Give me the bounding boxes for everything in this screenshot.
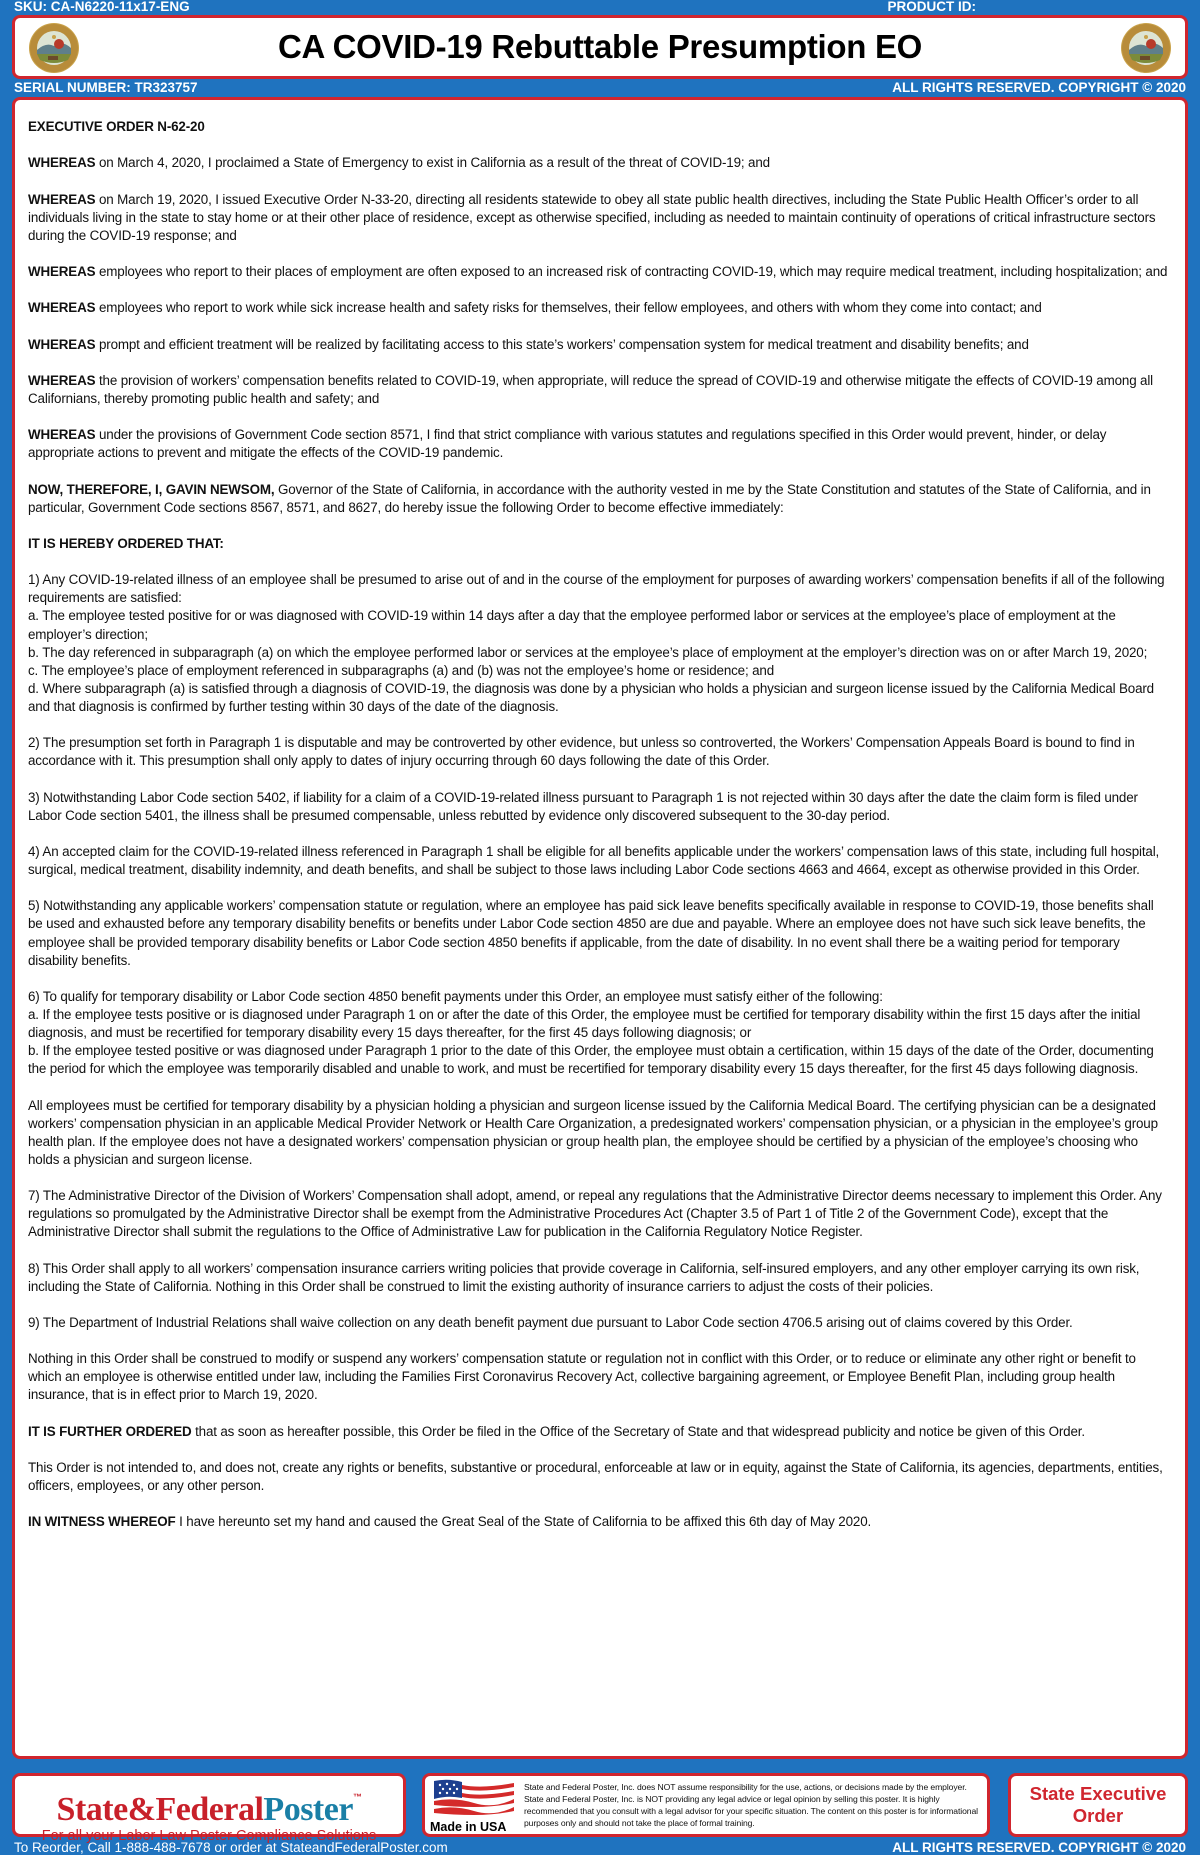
us-flag-icon — [432, 1777, 516, 1821]
california-seal-icon — [1120, 22, 1172, 74]
paragraph-1a: a. The employee tested positive for or was diagnosed with COVID-19 within 14 days after a day that the employee performed labor or services at the employee’s place of employment at the employer’s direction; — [28, 608, 1116, 642]
paragraph-1-intro: 1) Any COVID-19-related illness of an employee shall be presumed to arise out of and in the course of the employment for purposes of awarding workers’ compensation benefits if all of the following requirements are satisfied: — [28, 572, 1165, 606]
copyright-top: ALL RIGHTS RESERVED. COPYRIGHT © 2020 — [892, 80, 1186, 95]
whereas-clause: WHEREAS on March 19, 2020, I issued Executive Order N-33-20, directing all residents statewide to obey all state public health directives, including the State Public Health Officer’s order to all individuals living in the state to stay home or at their other place of residence, except as otherwise specified, including as needed to maintain continuity of operations of critical infrastructure sectors during the COVID-19 response; and — [28, 191, 1156, 243]
now-therefore-clause: NOW, THEREFORE, I, GAVIN NEWSOM, Governor of the State of California, in accordance with the authority vested in me by the State Constitution and statutes of the State of California, and in particular, Government Code sections 8567, 8571, and 8627, do hereby issue the following Order to become effective immediately: — [28, 481, 1151, 515]
paragraph-4: 4) An accepted claim for the COVID-19-related illness referenced in Paragraph 1 shall be eligible for all benefits applicable under the workers’ compensation laws of this state, including full hospital, surgical, medical treatment, disability indemnity, and death benefits, and shall be subject to those laws including Labor Code sections 4663 and 4664, except as otherwise provided in this Order. — [28, 843, 1160, 878]
paragraph-6-intro: 6) To qualify for temporary disability or Labor Code section 4850 benefit payments under this Order, an employee must satisfy either of the following: — [28, 988, 883, 1004]
paragraph-3: 3) Notwithstanding Labor Code section 5402, if liability for a claim of a COVID-19-related illness pursuant to Paragraph 1 is not rejected within 30 days after the date the claim form is filed under Labor Code section 5401, the illness shall be presumed compensable, unless rebutted by evidence only discovered subsequent to the 30-day period. — [28, 789, 1138, 823]
product-id-label: PRODUCT ID: — [887, 0, 976, 14]
paragraph-1b: b. The day referenced in subparagraph (a) on which the employee performed labor or services at the employee’s place of employment at the employer’s direction was on or after March 19, 2020; — [28, 644, 1148, 660]
whereas-clause: WHEREAS on March 4, 2020, I proclaimed a State of Emergency to exist in California as a result of the threat of COVID-19; and — [28, 155, 770, 171]
copyright-bottom: ALL RIGHTS RESERVED. COPYRIGHT © 2020 — [892, 1840, 1186, 1855]
california-seal-icon — [28, 22, 80, 74]
disclaimer-text: State and Federal Poster, Inc. does NOT assume responsibility for the use, actions, or decisions made by the employer. State and Federal Poster, Inc. is NOT providing any legal advice or legal opinion by selling this poster. It is highly recommended that you consult with a legal advisor for your specific situation. The content on this poster is for informational purposes only and should not take the place of formal training. — [524, 1781, 978, 1829]
paragraph-5: 5) Notwithstanding any applicable workers’ compensation statute or regulation, where an employee has paid sick leave benefits specifically available in response to COVID-19, those benefits shall be used and exhausted before any temporary disability benefits or benefits under Labor Code section 4850 are due and payable. Where an employee does not have such sick leave benefits, the employee shall be provided temporary disability benefits or Labor Code section 4850 benefits if applicable, from the date of disability. In no event shall there be a waiting period for temporary disability benefits. — [28, 898, 1154, 968]
not-intended-clause: This Order is not intended to, and does not, create any rights or benefits, substantive or procedural, enforceable at law or in equity, against the State of California, its agencies, departments, entities, officers, employees, or any other person. — [28, 1460, 1163, 1494]
serial-meta-row — [14, 81, 1186, 95]
ordered-heading: IT IS HEREBY ORDERED THAT: — [28, 536, 224, 551]
whereas-clause: WHEREAS under the provisions of Government Code section 8571, I find that strict compliance with various statutes and regulations specified in this Order would prevent, hinder, or delay appropriate actions to prevent and mitigate the effects of the COVID-19 pandemic. — [28, 427, 1107, 461]
paragraph-6b: b. If the employee tested positive or was diagnosed under Paragraph 1 prior to the date of this Order, the employee must obtain a certification, within 15 days of the date of the Order, documenting the period for which the employee was temporarily disabled and unable to work, and must be recertified for temporary disability every 15 days thereafter, for the first 45 days following diagnosis. — [28, 1043, 1154, 1077]
poster-category-badge: State Executive Order — [1008, 1773, 1188, 1837]
whereas-clause: WHEREAS employees who report to their places of employment are often exposed to an increased risk of contracting COVID-19, which may require medical treatment, including hospitalization; and — [28, 264, 1168, 280]
paragraph-6-certification: All employees must be certified for temporary disability by a physician holding a physician and surgeon license issued by the California Medical Board. The certifying physician can be a designated workers’ compensation physician in an applicable Medical Provider Network or Health Care Organization, a predesignated workers’ compensation physician, or a physician in the employee’s group health plan. If the employee does not have a designated workers’ compensation physician or group health plan, the employee should be certified by a physician of the employee’s choosing who holds a physician and surgeon license. — [28, 1097, 1158, 1167]
paragraph-6a: a. If the employee tests positive or is diagnosed under Paragraph 1 on or after the date of this Order, the employee must be certified for temporary disability within the first 15 days after the initial diagnosis, and must be recertified for temporary disability every 15 days thereafter, for the first 45 days following diagnosis; or — [28, 1007, 1141, 1041]
witness-clause: IN WITNESS WHEREOF I have hereunto set my hand and caused the Great Seal of the State of California to be affixed this 6th day of May 2020. — [28, 1514, 872, 1530]
paragraph-8: 8) This Order shall apply to all workers’ compensation insurance carriers writing policies that provide coverage in California, self-insured employers, and any other employer carrying its own risk, including the State of California. Nothing in this Order shall be construed to limit the existing authority of insurance carriers to adjust the costs of their policies. — [28, 1260, 1140, 1294]
executive-order-body — [12, 97, 1188, 1759]
paragraph-9: 9) The Department of Industrial Relations shall waive collection on any death benefit payment due pursuant to Labor Code section 4706.5 arising out of claims covered by this Order. — [28, 1314, 1073, 1330]
paragraph-1d: d. Where subparagraph (a) is satisfied through a diagnosis of COVID-19, the diagnosis was done by a physician who holds a physician and surgeon license issued by the California Medical Board and that diagnosis is confirmed by further testing within 30 days of the date of the diagnosis. — [28, 680, 1154, 714]
poster-title: CA COVID-19 Rebuttable Presumption EO — [277, 28, 923, 65]
further-ordered-clause: IT IS FURTHER ORDERED that as soon as hereafter possible, this Order be filed in the Office of the Secretary of State and that widespread publicity and notice be given of this Order. — [28, 1423, 1085, 1439]
order-number-heading: EXECUTIVE ORDER N-62-20 — [28, 119, 205, 134]
paragraph-1c: c. The employee’s place of employment referenced in subparagraphs (a) and (b) was not the employee’s home or residence; and — [28, 662, 774, 678]
sku-label: SKU: CA-N6220-11x17-ENG — [14, 0, 190, 14]
state-federal-poster-logo — [12, 1773, 406, 1844]
logo-wordmark: State&FederalPoster™ — [56, 1791, 362, 1828]
whereas-clause: WHEREAS the provision of workers’ compensation benefits related to COVID-19, when appropriate, will reduce the spread of COVID-19 and otherwise mitigate the effects of COVID-19 among all Californians, thereby promoting public health and safety; and — [28, 372, 1154, 406]
whereas-clause: WHEREAS prompt and efficient treatment will be realized by facilitating access to this state’s workers’ compensation system for medical treatment and disability benefits; and — [28, 336, 1029, 352]
made-in-usa-badge — [430, 1776, 518, 1834]
logo-tagline: For all your Labor Law Poster Compliance Solutions — [41, 1828, 377, 1844]
paragraph-7: 7) The Administrative Director of the Division of Workers’ Compensation shall adopt, amend, or repeal any regulations that the Administrative Director deems necessary to implement this Order. Any regulations so promulgated by the Administrative Director shall be exempt from the Administrative Procedures Act (Chapter 3.5 of Part 1 of Title 2 of the Government Code), except that the Administrative Director shall submit the regulations to the Office of Administrative Law for publication in the California Regulatory Notice Register. — [28, 1188, 1162, 1240]
poster-header — [12, 15, 1188, 79]
disclaimer-box — [422, 1773, 990, 1837]
nothing-construed-clause: Nothing in this Order shall be construed to modify or suspend any workers’ compensation statute or regulation not in conflict with this Order, or to reduce or eliminate any other right or benefit to which an employee is otherwise entitled under law, including the Families First Coronavirus Recovery Act, collective bargaining agreement, or Employee Benefit Plan, including group health insurance, that is in effect prior to March 19, 2020. — [28, 1351, 1136, 1403]
reorder-info: To Reorder, Call 1-888-488-7678 or order at StateandFederalPoster.com — [14, 1840, 448, 1855]
top-meta-row — [14, 0, 1186, 14]
paragraph-2: 2) The presumption set forth in Paragraph 1 is disputable and may be controverted by other evidence, but unless so controverted, the Workers’ Compensation Appeals Board is bound to find in accordance with it. This presumption shall only apply to dates of injury occurring through 60 days following the date of this Order. — [28, 735, 1135, 769]
whereas-clause: WHEREAS employees who report to work while sick increase health and safety risks for themselves, their fellow employees, and others with whom they come into contact; and — [28, 300, 1042, 316]
made-in-usa-label: Made in USA — [430, 1820, 507, 1834]
serial-number: SERIAL NUMBER: TR323757 — [14, 80, 198, 95]
